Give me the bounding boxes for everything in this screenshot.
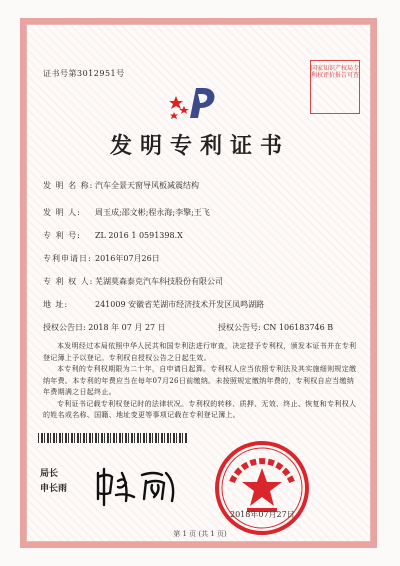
grant-number: 授权公告号: CN 106183746 B [218, 323, 334, 332]
body-paragraph: 本发明经过本局依照中华人民共和国专利法进行审查，决定授予专利权，颁发本证书并在专利登记簿上予以登记。专利权自授权公告之日起生效。 [43, 342, 357, 362]
field-inventors [43, 207, 210, 218]
field-label: 地 址: [43, 300, 69, 309]
field-label: 发 明 名 称: [43, 181, 94, 190]
body-paragraph: 专利证书记载专利权登记时的法律状况。专利权的转移、质押、无效、终止、恢复和专利权人的姓名或名称、国籍、地址变更等事项记载在专利登记簿上。 [43, 399, 357, 419]
sipo-logo-icon [168, 80, 220, 124]
certificate-body [43, 341, 361, 422]
evaluation-seal: 国家知识产权局专利权评价报告可查 [310, 60, 360, 114]
stamp-date: 2018年07月27日 [230, 510, 295, 519]
field-value: 汽车全景天窗导风板减震结构 [95, 181, 199, 190]
field-address [43, 299, 264, 310]
field-invention-name [43, 180, 199, 191]
field-application-date [43, 253, 160, 264]
field-value: 2016年07月26日 [95, 254, 160, 263]
field-patentee [43, 276, 223, 287]
field-label: 专 利 号: [43, 231, 81, 240]
page-footer: 第 1 页 (共 1 页) [173, 530, 227, 538]
field-value: 芜湖莫森泰克汽车科技股份有限公司 [95, 277, 223, 286]
field-label: 专利申请日: [43, 254, 92, 263]
handwritten-signature [92, 463, 182, 507]
official-seal-stamp [212, 438, 312, 538]
field-label: 发 明 人: [43, 208, 81, 217]
barcode [38, 433, 188, 443]
certificate-number: 证书号第3012951号 [43, 69, 125, 78]
body-paragraph: 本专利的专利权期限为二十年，自申请日起算。专利权人应当依照专利法及其实施细则规定缴纳年费。本专利的年费应当在每年07月26日前缴纳。未按照规定缴纳年费的，专利权自应当缴纳年费期满之日起终止。 [43, 365, 357, 396]
director-title: 局长 [40, 469, 59, 479]
field-value: 周玉成;邵文彬;程永海;李擎;王飞 [95, 208, 210, 217]
director-name: 申长雨 [40, 484, 68, 494]
field-value: 241009 安徽省芜湖市经济技术开发区凤鸣湖路 [95, 300, 265, 309]
grant-date: 授权公告日: 2018 年 07 月 27 日 [43, 323, 166, 332]
field-label: 专 利 权 人: [43, 277, 94, 286]
page-title: 发明专利证书 [109, 133, 290, 159]
field-value: ZL 2016 1 0591398.X [95, 231, 183, 240]
field-patent-number [43, 230, 183, 241]
